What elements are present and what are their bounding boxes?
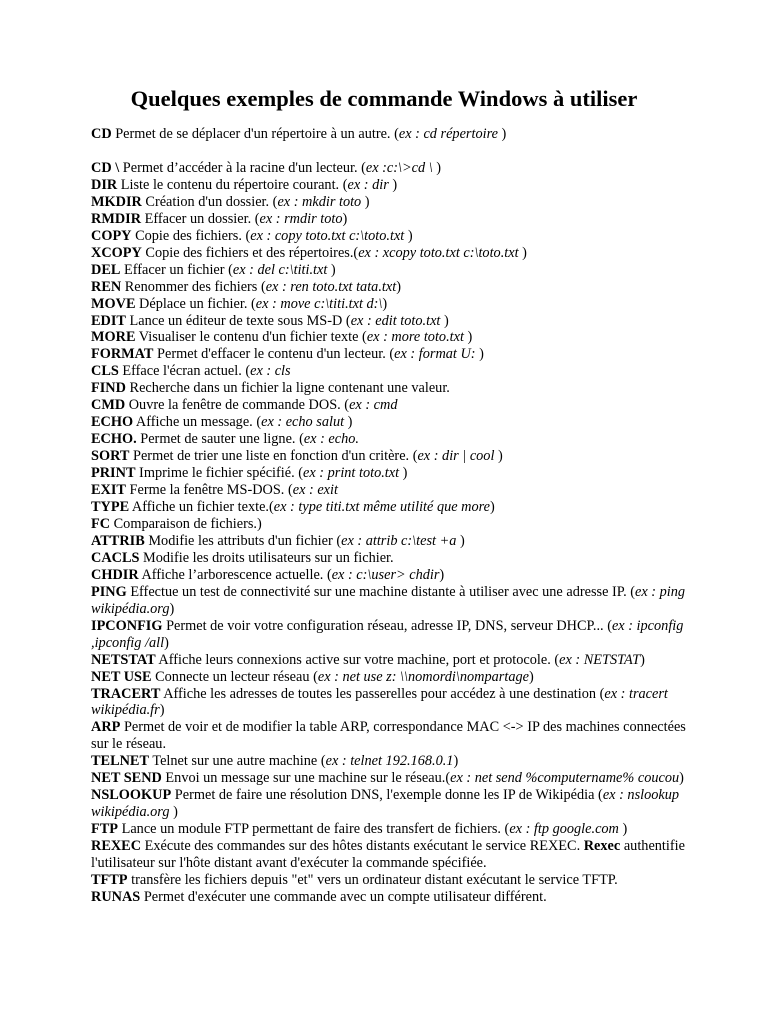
command-example-close: )	[439, 566, 445, 583]
command-example: ex : copy toto.txt c:\toto.txt	[250, 227, 405, 244]
command-example: ex : echo salut	[261, 414, 345, 431]
command-example-close: )	[169, 600, 175, 617]
command-list	[91, 126, 691, 906]
command-name: TRACERT	[91, 685, 161, 702]
command-entry	[91, 296, 691, 313]
command-description: Permet d'effacer le contenu d'un lecteur. (	[153, 346, 395, 363]
command-example: ex : mkdir toto	[277, 193, 362, 210]
command-entry	[91, 346, 691, 363]
command-description: Effectue un test de connectivité sur une machine distante à utiliser avec une adresse IP. (	[126, 583, 636, 600]
command-entry	[91, 533, 691, 550]
command-entry	[91, 652, 691, 669]
command-entry	[91, 279, 691, 296]
command-name: CHDIR	[91, 566, 139, 583]
command-entry	[91, 363, 691, 380]
command-name: NSLOOKUP	[91, 787, 172, 804]
command-example-close: )	[164, 634, 169, 651]
command-description: Copie des fichiers. (	[131, 227, 251, 244]
command-description: Connecte un lecteur réseau (	[151, 668, 318, 685]
command-entry	[91, 211, 691, 228]
command-entry	[91, 160, 691, 177]
command-description: Permet de trier une liste en fonction d'un critère. (	[129, 448, 418, 465]
command-name: FTP	[91, 821, 119, 838]
command-name: RMDIR	[91, 210, 142, 227]
command-example-close: )	[159, 702, 165, 719]
command-entry	[91, 414, 691, 431]
command-description: Affiche leurs connexions active sur votre machine, port et protocole. (	[155, 651, 560, 668]
command-entry	[91, 618, 691, 652]
command-entry	[91, 177, 691, 194]
command-name: IPCONFIG	[91, 617, 163, 634]
command-example-close: )	[361, 193, 370, 210]
command-name: SORT	[91, 448, 130, 465]
command-name: CMD	[91, 397, 126, 414]
command-entry	[91, 516, 691, 533]
command-example-close: )	[475, 346, 484, 363]
command-example-close: )	[640, 651, 645, 668]
command-name: TFTP	[91, 871, 128, 888]
command-example-close: )	[169, 804, 178, 821]
command-description: Affiche les adresses de toutes les passerelles pour accédez à une destination (	[160, 685, 605, 702]
command-description: Renommer des fichiers (	[121, 278, 266, 295]
command-description: Copie des fichiers et des répertoires.(	[141, 244, 359, 261]
command-description: Telnet sur une autre machine (	[149, 753, 326, 770]
command-name: REXEC	[91, 838, 142, 855]
command-entry	[91, 584, 691, 618]
command-example: ex :c:\>cd \	[365, 159, 433, 176]
command-description: Liste le contenu du répertoire courant. (	[117, 176, 348, 193]
command-description: Modifie les droits utilisateurs sur un fichier.	[139, 549, 394, 566]
command-entry	[91, 787, 691, 821]
command-example: ex : format U:	[394, 346, 476, 363]
command-entry	[91, 465, 691, 482]
command-entry	[91, 770, 691, 787]
command-entry	[91, 448, 691, 465]
command-example-close: )	[382, 295, 388, 312]
command-name: MOVE	[91, 295, 136, 312]
command-example-close: )	[344, 414, 353, 431]
command-example-close: )	[497, 126, 507, 142]
command-example-close: )	[618, 821, 628, 838]
command-example: ex : tracert wikipédia.fr	[91, 685, 668, 719]
command-description: Permet de sauter une ligne. (	[136, 431, 304, 448]
command-description: Création d'un dossier. (	[141, 193, 278, 210]
command-example: ex : del c:\titi.txt	[232, 261, 328, 278]
command-entry	[91, 838, 691, 872]
command-example: ex : telnet 192.168.0.1	[325, 753, 454, 770]
command-name: MORE	[91, 329, 136, 346]
command-description: Recherche dans un fichier la ligne contenant une valeur.	[125, 380, 450, 397]
command-description: Permet de voir et de modifier la table ARP, correspondance MAC <-> IP des machines connectées sur le réseau.	[91, 719, 686, 753]
command-name: MKDIR	[91, 193, 142, 210]
command-entry	[91, 821, 691, 838]
command-example: ex : more toto.txt	[366, 329, 464, 346]
command-name: TELNET	[91, 753, 150, 770]
command-example: ex : print toto.txt	[303, 465, 400, 482]
command-example: ex : ftp google.com	[509, 821, 619, 838]
command-example: ex : NETSTAT	[559, 651, 641, 668]
command-entry	[91, 262, 691, 279]
command-name: REN	[91, 278, 122, 295]
command-entry	[91, 567, 691, 584]
command-description: Exécute des commandes sur des hôtes distants exécutant le service REXEC.	[141, 838, 584, 855]
command-example: ex : dir	[347, 176, 389, 193]
command-entry	[91, 194, 691, 211]
command-description: Visualiser le contenu d'un fichier texte (	[135, 329, 367, 346]
command-name: CACLS	[91, 549, 140, 566]
command-entry	[91, 397, 691, 414]
command-example: ex : cd répertoire	[398, 126, 498, 142]
command-example: ex : ren toto.txt tata.txt	[265, 278, 397, 295]
command-name: ECHO	[91, 414, 134, 431]
command-name: XCOPY	[91, 244, 142, 261]
command-description-secondary: authentifie l'utilisateur sur l'hôte distant avant d'exécuter la commande spécifiée.	[91, 838, 685, 872]
command-example-close: )	[453, 753, 459, 770]
command-example: ex : exit	[292, 482, 338, 499]
command-entry	[91, 872, 691, 889]
command-example: ex : move c:\titi.txt d:\	[255, 295, 383, 312]
command-description: Affiche un fichier texte.(	[129, 499, 274, 516]
command-name: EXIT	[91, 482, 126, 499]
command-entry	[91, 686, 691, 720]
command-example-close: )	[440, 312, 449, 329]
command-entry	[91, 126, 691, 143]
command-name: COPY	[91, 227, 132, 244]
command-name: EDIT	[91, 312, 126, 329]
command-entry	[91, 889, 691, 906]
command-example: ex : nslookup wikipédia.org	[91, 787, 680, 821]
command-example: ex : dir | cool	[417, 448, 495, 465]
command-example: ex : cmd	[349, 397, 398, 414]
command-description: Modifie les attributs d'un fichier (	[144, 532, 342, 549]
command-description: Ouvre la fenêtre de commande DOS. (	[125, 397, 350, 414]
command-description: Permet de faire une résolution DNS, l'exemple donne les IP de Wikipédia (	[171, 787, 603, 804]
command-example-close: )	[342, 210, 348, 227]
command-example: ex : echo.	[303, 431, 359, 448]
command-entry	[91, 313, 691, 330]
command-name: ARP	[91, 719, 121, 736]
command-example-close: )	[396, 278, 401, 295]
command-name: FIND	[91, 380, 126, 397]
command-description: Affiche l’arborescence actuelle. (	[138, 566, 332, 583]
command-name: CLS	[91, 363, 119, 380]
command-description: Permet d'exécuter une commande avec un compte utilisateur différent.	[140, 888, 547, 905]
command-name: DEL	[91, 261, 121, 278]
command-name: NET SEND	[91, 770, 162, 787]
command-entry	[91, 499, 691, 516]
command-example-close: )	[490, 499, 495, 516]
command-description: Comparaison de fichiers.)	[110, 515, 262, 532]
command-name: PING	[91, 583, 127, 600]
command-name-secondary: Rexec	[583, 838, 621, 855]
command-description: Effacer un dossier. (	[141, 210, 260, 227]
command-example: ex : attrib c:\test +a	[341, 532, 457, 549]
command-example-close: )	[456, 532, 465, 549]
command-entry	[91, 431, 691, 448]
command-example: ex : c:\user> chdir	[331, 566, 440, 583]
command-name: TYPE	[91, 499, 130, 516]
command-description: Déplace un fichier. (	[135, 295, 256, 312]
command-name: PRINT	[91, 465, 136, 482]
command-name: FORMAT	[91, 346, 154, 363]
command-name: DIR	[91, 176, 118, 193]
command-entry	[91, 329, 691, 346]
command-description: Lance un module FTP permettant de faire des transfert de fichiers. (	[118, 821, 510, 838]
command-description: Permet de voir votre configuration réseau, adresse IP, DNS, serveur DHCP... (	[162, 617, 612, 634]
command-example: ex : rmdir toto	[259, 210, 343, 227]
command-entry	[91, 550, 691, 567]
command-name: NET USE	[91, 668, 152, 685]
command-example: ex : type titi.txt même utilité que more	[273, 499, 491, 516]
command-description: Ferme la fenêtre MS-DOS. (	[125, 482, 293, 499]
command-example: ex : ping wikipédia.org	[91, 583, 686, 617]
command-name: ECHO.	[91, 431, 137, 448]
command-example-close: )	[679, 770, 684, 787]
command-example: ex : ipconfig ,ipconfig /all	[91, 617, 684, 651]
command-name: NETSTAT	[91, 651, 156, 668]
command-example-close: )	[463, 329, 473, 346]
command-example-close: )	[432, 159, 442, 176]
command-entry	[91, 719, 691, 753]
page-title: Quelques exemples de commande Windows à utiliser	[130, 86, 638, 111]
command-description: Imprime le fichier spécifié. (	[135, 465, 303, 482]
command-name: CD	[91, 126, 112, 142]
command-example-close: )	[494, 448, 503, 465]
command-description: Efface l'écran actuel. (	[118, 363, 251, 380]
command-entry	[91, 482, 691, 499]
command-name: ATTRIB	[91, 532, 145, 549]
command-description: Envoi un message sur une machine sur le réseau.(	[161, 770, 451, 787]
command-name: FC	[91, 515, 111, 532]
command-example: ex : net use z: \\nomordi\nompartage	[317, 668, 529, 685]
command-example-close: )	[404, 227, 413, 244]
command-description: Permet d’accéder à la racine d'un lecteur. (	[119, 159, 366, 176]
command-example-close: )	[388, 176, 398, 193]
command-name: RUNAS	[91, 888, 141, 905]
command-example-close: )	[528, 668, 534, 685]
command-entry	[91, 228, 691, 245]
command-description: transfère les fichiers depuis "et" vers un ordinateur distant exécutant le service TFTP.	[127, 871, 618, 888]
command-description: Effacer un fichier (	[120, 261, 233, 278]
command-description: Permet de se déplacer d'un répertoire à un autre. (	[111, 126, 399, 142]
command-entry	[91, 245, 691, 262]
command-example: ex : edit toto.txt	[350, 312, 441, 329]
command-example-close: )	[327, 261, 336, 278]
command-example-close: )	[399, 465, 408, 482]
command-example: ex : net send %computername% coucou	[450, 770, 680, 787]
command-entry	[91, 380, 691, 397]
command-description: Lance un éditeur de texte sous MS-D (	[125, 312, 351, 329]
command-entry	[91, 669, 691, 686]
command-example: ex : xcopy toto.txt c:\toto.txt	[358, 244, 519, 261]
command-description: Affiche un message. (	[133, 414, 262, 431]
command-name: CD \	[91, 159, 120, 176]
command-example-close: )	[518, 244, 527, 261]
command-entry	[91, 753, 691, 770]
command-example: ex : cls	[250, 363, 291, 380]
